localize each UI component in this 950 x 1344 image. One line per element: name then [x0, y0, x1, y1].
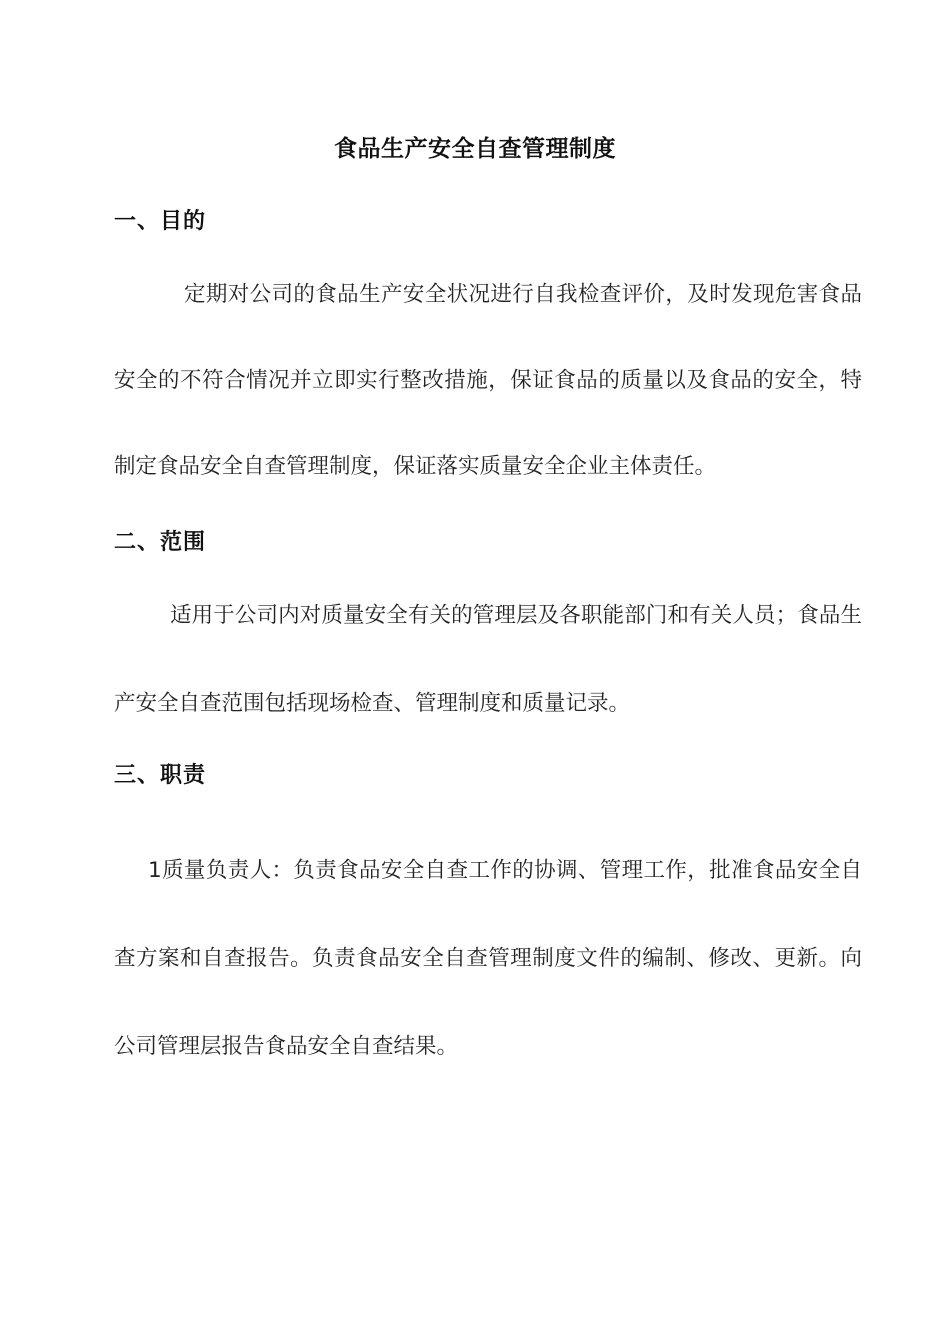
- section-body-purpose: 定期对公司的食品生产安全状况进行自我检查评价，及时发现危害食品安全的不符合情况并立即实行整改措施，保证食品的质量以及食品的安全，特制定食品安全自查管理制度，保证落实质量安全企业主体责任。: [114, 282, 862, 479]
- section-body-responsibilities: 1质量负责人：负责食品安全自查工作的协调、管理工作，批准食品安全自查方案和自查报告。负责食品安全自查管理制度文件的编制、修改、更新。向公司管理层报告食品安全自查结果。: [114, 858, 862, 1059]
- section-body-scope: 适用于公司内对质量安全有关的管理层及各职能部门和有关人员；食品生产安全自查范围包括现场检查、管理制度和质量记录。: [114, 603, 862, 716]
- section-heading-responsibilities: 三、职责: [114, 763, 207, 788]
- section-heading-purpose: 一、目的: [114, 209, 207, 234]
- section-heading-scope: 二、范围: [114, 530, 207, 555]
- document-title: 食品生产安全自查管理制度: [334, 136, 616, 162]
